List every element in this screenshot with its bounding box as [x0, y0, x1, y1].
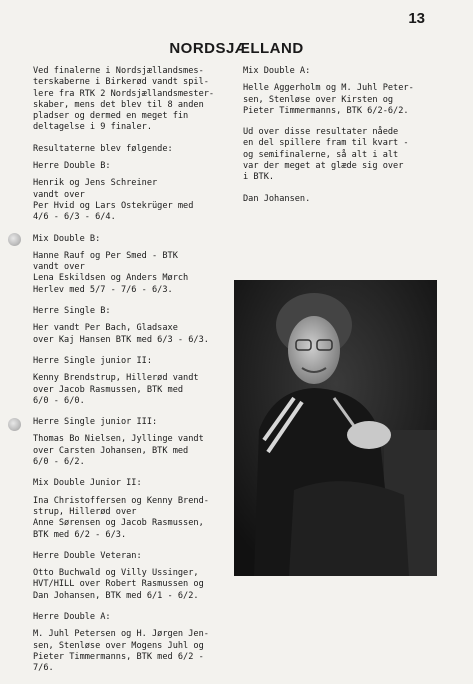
- section-body: Henrik og Jens Schreiner vandt over Per Hvid og Lars Ostekrüger med 4/6 - 6/3 - 6/4.: [33, 178, 194, 223]
- section-heading: Herre Single junior III:: [33, 417, 158, 428]
- section-body: Ina Christoffersen og Kenny Brend- strup, Hillerød over Anne Sørensen og Jacob Rasmussen, BTK med 6/2 - 6/3.: [33, 495, 209, 540]
- page-title: NORDSJÆLLAND: [169, 40, 304, 57]
- section-heading: Herre Double Veteran:: [33, 550, 142, 561]
- section-body: Otto Buchwald og Villy Ussinger, HVT/HILL over Robert Rasmussen og Dan Johansen, BTK med 6/1 - 6/2.: [33, 568, 204, 601]
- section-heading: Herre Single B:: [33, 306, 111, 317]
- result-section: [243, 66, 443, 117]
- result-section: [33, 612, 238, 674]
- right-column: [243, 66, 443, 215]
- page-number: 13: [408, 10, 425, 27]
- section-heading: Herre Double B:: [33, 161, 111, 172]
- left-column: [33, 66, 238, 684]
- result-section: [33, 234, 238, 296]
- section-heading: Mix Double B:: [33, 233, 101, 244]
- result-section: [33, 306, 238, 346]
- result-section: [33, 551, 238, 602]
- section-body: Kenny Brendstrup, Hillerød vandt over Jacob Rasmussen, BTK med 6/0 - 6/0.: [33, 373, 199, 406]
- section-heading: Herre Single junior II:: [33, 355, 152, 366]
- section-body: M. Juhl Petersen og H. Jørgen Jen- sen, Stenløse over Mogens Juhl og Pieter Timmermanns, BTK med 6/2 - 7/6.: [33, 629, 209, 674]
- portrait-photo: [234, 280, 437, 576]
- section-heading: Mix Double Junior II:: [33, 478, 142, 489]
- portrait-illustration: [234, 280, 437, 576]
- section-body: Thomas Bo Nielsen, Jyllinge vandt over Carsten Johansen, BTK med 6/0 - 6/2.: [33, 434, 204, 468]
- section-body: Her vandt Per Bach, Gladsaxe over Kaj Hansen BTK med 6/3 - 6/3.: [33, 323, 209, 345]
- section-body: Helle Aggerholm og M. Juhl Peter- sen, Stenløse over Kirsten og Pieter Timmermanns, BTK 6/2-6/2.: [243, 83, 414, 116]
- section-heading: Mix Double A:: [243, 66, 311, 76]
- intro-paragraph: Ved finalerne i Nordsjællandsmes- terskaberne i Birkerød vandt spil- lere fra RTK 2 Nordsjællandsmester- skaber, mens det blev til 8 anden pladser og dermed en meget fin deltagelse i 9 finaler.: [33, 66, 215, 133]
- result-section: [33, 356, 238, 407]
- closing-paragraph: Ud over disse resultater nåede en del spillere fram til kvart - og semifinalerne, så alt i alt var der meget at glæde sig over i BTK.: [243, 127, 409, 183]
- section-heading: Herre Double A:: [33, 611, 111, 622]
- punch-hole: [8, 233, 21, 246]
- result-section: [33, 417, 238, 468]
- author-signature: Dan Johansen.: [243, 193, 311, 204]
- results-intro: Resultaterne blev følgende:: [33, 143, 173, 154]
- punch-hole: [8, 418, 21, 431]
- result-section: [33, 161, 238, 223]
- section-body: Hanne Rauf og Per Smed - BTK vandt over Lena Eskildsen og Anders Mørch Herlev med 5/7 - 7/6 - 6/3.: [33, 250, 189, 295]
- result-section: [33, 478, 238, 540]
